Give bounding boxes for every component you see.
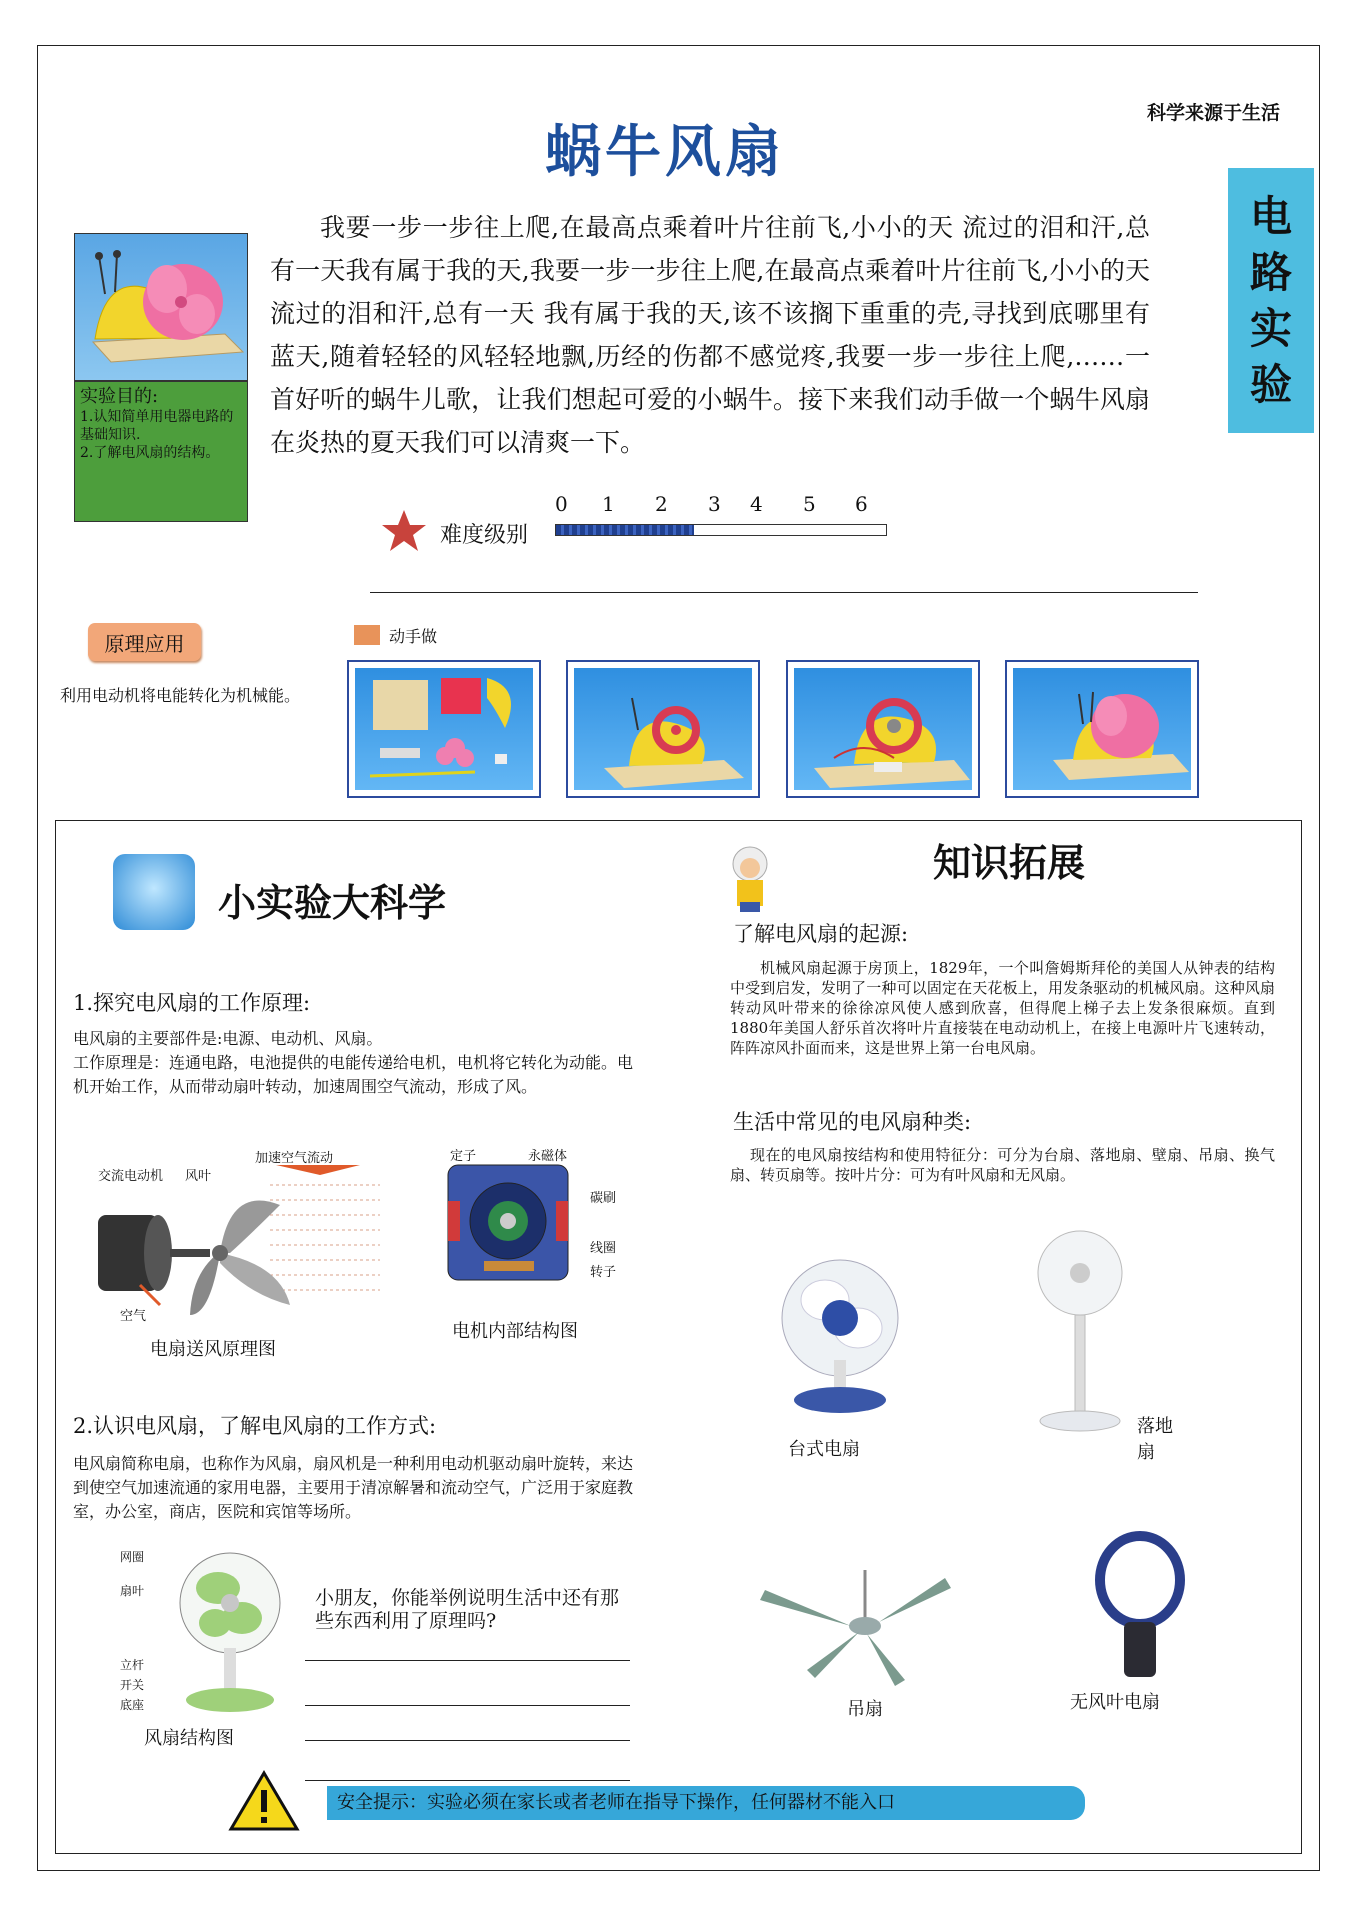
difficulty-scale — [555, 492, 895, 514]
motor-label: 线圈 — [590, 1241, 617, 1256]
page-title: 蜗牛风扇 — [545, 119, 785, 185]
airflow-label: 加速空气流动 — [255, 1151, 334, 1166]
fan-part-label: 底座 — [120, 1698, 145, 1712]
airflow-label: 空气 — [120, 1309, 147, 1324]
fan-type-label: 台式电扇 — [788, 1439, 860, 1460]
purpose-item: 1.认知简单用电器电路的基础知识. — [80, 409, 234, 443]
answer-line[interactable] — [305, 1705, 630, 1706]
scale-tick: 1 — [602, 492, 615, 516]
section-divider — [370, 592, 1198, 593]
finished-snail-fan-illustration — [1013, 668, 1191, 790]
step-photo-2 — [566, 660, 760, 798]
answer-line[interactable] — [305, 1780, 630, 1781]
bladeless-fan-illustration — [1080, 1530, 1200, 1680]
category-label — [1228, 168, 1314, 433]
motor-structure-diagram — [440, 1145, 640, 1345]
scale-tick: 4 — [750, 492, 763, 516]
knowledge-heading: 知识拓展 — [933, 840, 1086, 885]
fan-type-label: 无风叶电扇 — [1070, 1692, 1160, 1713]
principle-text: 利用电动机将电能转化为机械能。 — [60, 686, 301, 705]
doit-marker — [354, 625, 380, 645]
motor-label: 永磁体 — [528, 1149, 568, 1164]
doit-label: 动手做 — [389, 627, 438, 646]
motor-label: 碳刷 — [590, 1191, 617, 1206]
scale-tick: 6 — [855, 492, 868, 516]
difficulty-label: 难度级别 — [440, 523, 529, 548]
experiment-heading: 小实验大科学 — [218, 880, 447, 925]
airflow-label: 风叶 — [185, 1169, 212, 1184]
desk-fan-item — [770, 1250, 910, 1460]
q1-body-line: 电风扇的主要部件是:电源、电动机、风扇。 — [73, 1029, 383, 1048]
materials-illustration — [355, 668, 533, 790]
purpose-heading: 实验目的: — [80, 386, 159, 407]
fan-part-label: 网圈 — [120, 1550, 145, 1564]
star-icon — [380, 508, 428, 554]
category-char: 电 — [1249, 191, 1292, 241]
intro-paragraph: 我要一步一步往上爬,在最高点乘着叶片往前飞,小小的天 流过的泪和汗,总有一天我有属于我的天,我要一步一步往上爬,在最高点乘着叶片往前飞,小小的天 流过的泪和汗,总有一天 我有属于我的天,该不该搁下重重的壳,寻找到底哪里有蓝天,随着轻轻的风轻轻地飘,历经的伤都不感觉疼,我要一步一步往上爬,……一首好听的蜗牛儿歌，让我们想起可爱的小蜗牛。接下来我们动手做一个蜗牛风扇在炎热的夏天我们可以清爽一下。 — [270, 213, 1150, 457]
q2-title: 2.认识电风扇，了解电风扇的工作方式: — [73, 1414, 437, 1438]
scale-tick: 5 — [803, 492, 816, 516]
purpose-item: 2.了解电风扇的结构。 — [80, 445, 220, 461]
origin-body: 机械风扇起源于房顶上，1829年，一个叫詹姆斯拜伦的美国人从钟表的结构中受到启发，发明了一种可以固定在天花板上，用发条驱动的机械风扇。这种风扇转动风叶带来的徐徐凉风使人感到欣喜，但得爬上梯子去上发条很麻烦。直到1880年美国人舒乐首次将叶片直接装在电动动机上，在接上电源叶片飞速转动，阵阵凉风扑面而来，这是世界上第一台电风扇。 — [730, 959, 1275, 1057]
fan-structure-diagram — [120, 1548, 300, 1748]
globe-icon — [113, 854, 195, 930]
step-photo-1 — [347, 660, 541, 798]
airflow-label: 交流电动机 — [98, 1169, 164, 1184]
floor-fan-item — [1025, 1225, 1175, 1463]
answer-line[interactable] — [305, 1740, 630, 1741]
bladeless-fan-item — [1060, 1530, 1210, 1725]
airflow-caption: 电扇送风原理图 — [150, 1339, 276, 1360]
scale-tick: 2 — [655, 492, 668, 516]
snail-fan-photo — [74, 233, 248, 381]
difficulty-fill — [556, 525, 694, 535]
desk-fan-structure-illustration — [140, 1548, 300, 1718]
experiment-purpose — [74, 381, 248, 522]
desk-fan-illustration — [770, 1250, 910, 1420]
question-text: 小朋友，你能举例说明生活中还有那些东西利用了原理吗? — [315, 1587, 620, 1632]
q1-body — [73, 1027, 633, 1099]
safety-notice: 安全提示：实验必须在家长或者老师在指导下操作，任何器材不能入口 — [327, 1786, 1085, 1820]
difficulty-rating — [380, 492, 900, 562]
origin-title: 了解电风扇的起源: — [733, 922, 909, 946]
fan-airflow-diagram — [80, 1145, 380, 1360]
scale-tick: 3 — [708, 492, 721, 516]
warning-icon — [228, 1770, 300, 1832]
types-body: 现在的电风扇按结构和使用特征分：可分为台扇、落地扇、壁扇、吊扇、换气扇、转页扇等。按叶片分：可为有叶风扇和无风扇。 — [730, 1146, 1275, 1184]
ceiling-fan-illustration — [755, 1560, 955, 1690]
motor-label: 转子 — [590, 1265, 617, 1280]
q1-title: 1.探究电风扇的工作原理: — [73, 991, 311, 1015]
motor-caption: 电机内部结构图 — [452, 1321, 578, 1342]
scale-tick: 0 — [555, 492, 568, 516]
answer-line[interactable] — [305, 1660, 630, 1661]
fan-type-label: 落地扇 — [1137, 1416, 1173, 1463]
category-char: 实 — [1249, 303, 1292, 353]
q1-body-line: 工作原理是：连通电路，电池提供的电能传递给电机，电机将它转化为动能。电机开始工作，从而带动扇叶转动，加速周围空气流动，形成了风。 — [73, 1053, 634, 1096]
ceiling-fan-item — [755, 1560, 955, 1730]
fan-part-label: 立杆 — [120, 1658, 145, 1672]
scientist-icon — [720, 844, 780, 914]
floor-fan-illustration — [1025, 1225, 1135, 1435]
tagline: 科学来源于生活 — [1146, 102, 1280, 124]
principle-label: 原理应用 — [88, 623, 201, 661]
q2-body: 电风扇简称电扇，也称作为风扇，扇风机是一种利用电动机驱动扇叶旋转，来达到使空气加速流通的家用电器，主要用于清凉解暑和流动空气，广泛用于家庭教室，办公室，商店，医院和宾馆等场所。 — [73, 1454, 634, 1521]
fan-structure-caption: 风扇结构图 — [144, 1728, 234, 1749]
step-photo-3 — [786, 660, 980, 798]
snail-fan-illustration — [75, 234, 248, 381]
step-photo-4 — [1005, 660, 1199, 798]
snail-body-illustration — [574, 668, 752, 790]
fan-part-label: 扇叶 — [120, 1584, 145, 1598]
category-char: 路 — [1249, 247, 1292, 297]
fan-type-label: 吊扇 — [847, 1699, 883, 1720]
fan-part-label: 开关 — [120, 1678, 145, 1692]
difficulty-bar — [555, 524, 887, 536]
snail-wiring-illustration — [794, 668, 972, 790]
types-title: 生活中常见的电风扇种类: — [733, 1110, 972, 1134]
motor-label: 定子 — [450, 1149, 477, 1164]
motor-illustration — [444, 1161, 584, 1296]
category-char: 验 — [1249, 359, 1292, 409]
